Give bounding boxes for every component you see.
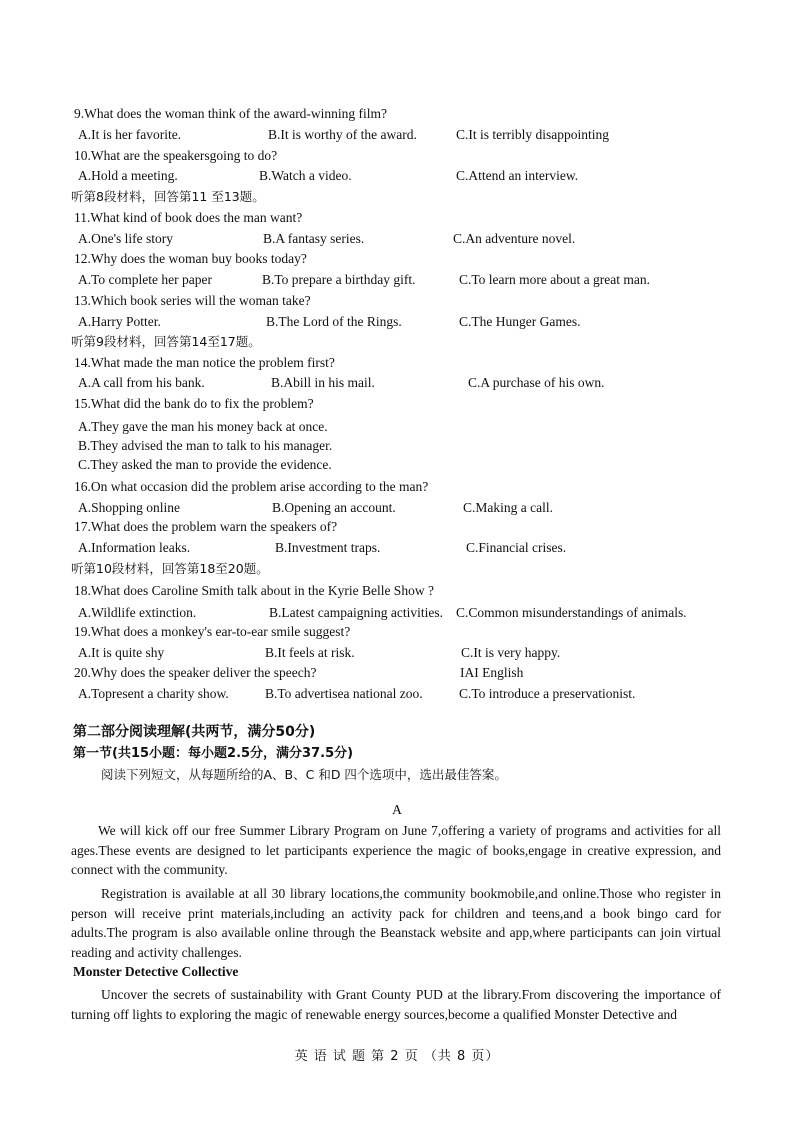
question-17-stem: 17.What does the problem warn the speakers of? bbox=[74, 519, 338, 534]
question-13-option-a: A.Harry Potter. bbox=[78, 314, 161, 329]
passage-label: A bbox=[392, 802, 402, 817]
question-18-stem: 18.What does Caroline Smith talk about in the Kyrie Belle Show ? bbox=[74, 583, 434, 598]
question-20-option-b: B.To advertisea national zoo. bbox=[265, 686, 423, 701]
question-11-option-b: B.A fantasy series. bbox=[263, 231, 365, 246]
question-15-option-c: C.They asked the man to provide the evidence. bbox=[78, 457, 332, 472]
question-12-option-a: A.To complete her paper bbox=[78, 272, 212, 287]
question-18-option-c: C.Common misunderstandings of animals. bbox=[456, 605, 687, 620]
question-10-stem: 10.What are the speakersgoing to do? bbox=[74, 148, 278, 163]
material-note-9: 听第9段材料，回答第14至17题。 bbox=[71, 334, 261, 349]
question-13-option-c: C.The Hunger Games. bbox=[459, 314, 581, 329]
passage-paragraph-1: We will kick off our free Summer Library Program on June 7,offering a variety of programs and activities for all ages.These events are designed to let participants experience the magic of books,engage in creative expression, and connect with the community. bbox=[71, 823, 721, 877]
question-15-option-b: B.They advised the man to talk to his manager. bbox=[78, 438, 333, 453]
page-footer: 英 语 试 题 第 2 页 （共 8 页） bbox=[294, 1049, 500, 1064]
question-15-stem: 15.What did the bank do to fix the problem? bbox=[74, 396, 314, 411]
question-19-option-c: C.It is very happy. bbox=[461, 645, 561, 660]
question-17-option-c: C.Financial crises. bbox=[466, 540, 567, 555]
question-10-option-c: C.Attend an interview. bbox=[456, 168, 579, 183]
question-19-option-a: A.It is quite shy bbox=[78, 645, 165, 660]
question-16-option-b: B.Opening an account. bbox=[272, 500, 396, 515]
question-14-option-c: C.A purchase of his own. bbox=[468, 375, 605, 390]
question-18-option-a: A.Wildlife extinction. bbox=[78, 605, 197, 620]
question-13-option-b: B.The Lord of the Rings. bbox=[266, 314, 402, 329]
question-14-option-b: B.Abill in his mail. bbox=[271, 375, 375, 390]
question-9-option-b: B.It is worthy of the award. bbox=[268, 127, 417, 142]
question-20-option-c: C.To introduce a preservationist. bbox=[459, 686, 636, 701]
question-20-stem: 20.Why does the speaker deliver the speech? bbox=[74, 665, 317, 680]
question-11-stem: 11.What kind of book does the man want? bbox=[74, 210, 303, 225]
question-9-option-a: A.It is her favorite. bbox=[78, 127, 182, 142]
material-note-8: 听第8段材料，回答第11 至13题。 bbox=[71, 189, 265, 204]
question-11-option-a: A.One's life story bbox=[78, 231, 174, 246]
question-10-option-a: A.Hold a meeting. bbox=[78, 168, 178, 183]
question-11-option-c: C.An adventure novel. bbox=[453, 231, 576, 246]
question-14-option-a: A.A call from his bank. bbox=[78, 375, 205, 390]
question-19-option-b: B.It feels at risk. bbox=[265, 645, 355, 660]
question-18-option-b: B.Latest campaigning activities. bbox=[269, 605, 443, 620]
watermark-text: IAI English bbox=[460, 665, 524, 680]
question-16-stem: 16.On what occasion did the problem arise according to the man? bbox=[74, 479, 429, 494]
reading-instruction: 阅读下列短文，从每题所给的A、B、C 和D 四个选项中，选出最佳答案。 bbox=[101, 767, 507, 782]
question-16-option-c: C.Making a call. bbox=[463, 500, 553, 515]
passage-paragraph-2: Registration is available at all 30 library locations,the community bookmobile,and online.Those who register in person will receive print materials,including an activity pack for children and teens,and a book bingo card for adults.The program is also available online through the Beanstack website and app,where participants can join virtual reading and activity challenges. bbox=[71, 886, 721, 960]
part2-title: 第二部分阅读理解(共两节，满分50分) bbox=[73, 724, 316, 740]
question-10-option-b: B.Watch a video. bbox=[259, 168, 352, 183]
question-9-stem: 9.What does the woman think of the award-winning film? bbox=[74, 106, 388, 121]
section1-title: 第一节(共15小题：每小题2.5分，满分37.5分) bbox=[73, 746, 354, 761]
material-note-10: 听第10段材料，回答第18至20题。 bbox=[71, 561, 269, 576]
question-14-stem: 14.What made the man notice the problem first? bbox=[74, 355, 335, 370]
question-17-option-a: A.Information leaks. bbox=[78, 540, 191, 555]
question-12-option-c: C.To learn more about a great man. bbox=[459, 272, 650, 287]
question-17-option-b: B.Investment traps. bbox=[275, 540, 381, 555]
question-16-option-a: A.Shopping online bbox=[78, 500, 181, 515]
passage-paragraph-3: Uncover the secrets of sustainability with Grant County PUD at the library.From discovering the importance of turning off lights to exploring the magic of renewable energy sources,become a qualified Monster Detective and bbox=[71, 987, 721, 1022]
question-20-option-a: A.Topresent a charity show. bbox=[78, 686, 229, 701]
question-9-option-c: C.It is terribly disappointing bbox=[456, 127, 609, 142]
question-15-option-a: A.They gave the man his money back at once. bbox=[78, 419, 328, 434]
question-13-stem: 13.Which book series will the woman take? bbox=[74, 293, 311, 308]
question-19-stem: 19.What does a monkey's ear-to-ear smile suggest? bbox=[74, 624, 351, 639]
question-12-option-b: B.To prepare a birthday gift. bbox=[262, 272, 416, 287]
section-heading: Monster Detective Collective bbox=[73, 964, 239, 979]
question-12-stem: 12.Why does the woman buy books today? bbox=[74, 251, 307, 266]
